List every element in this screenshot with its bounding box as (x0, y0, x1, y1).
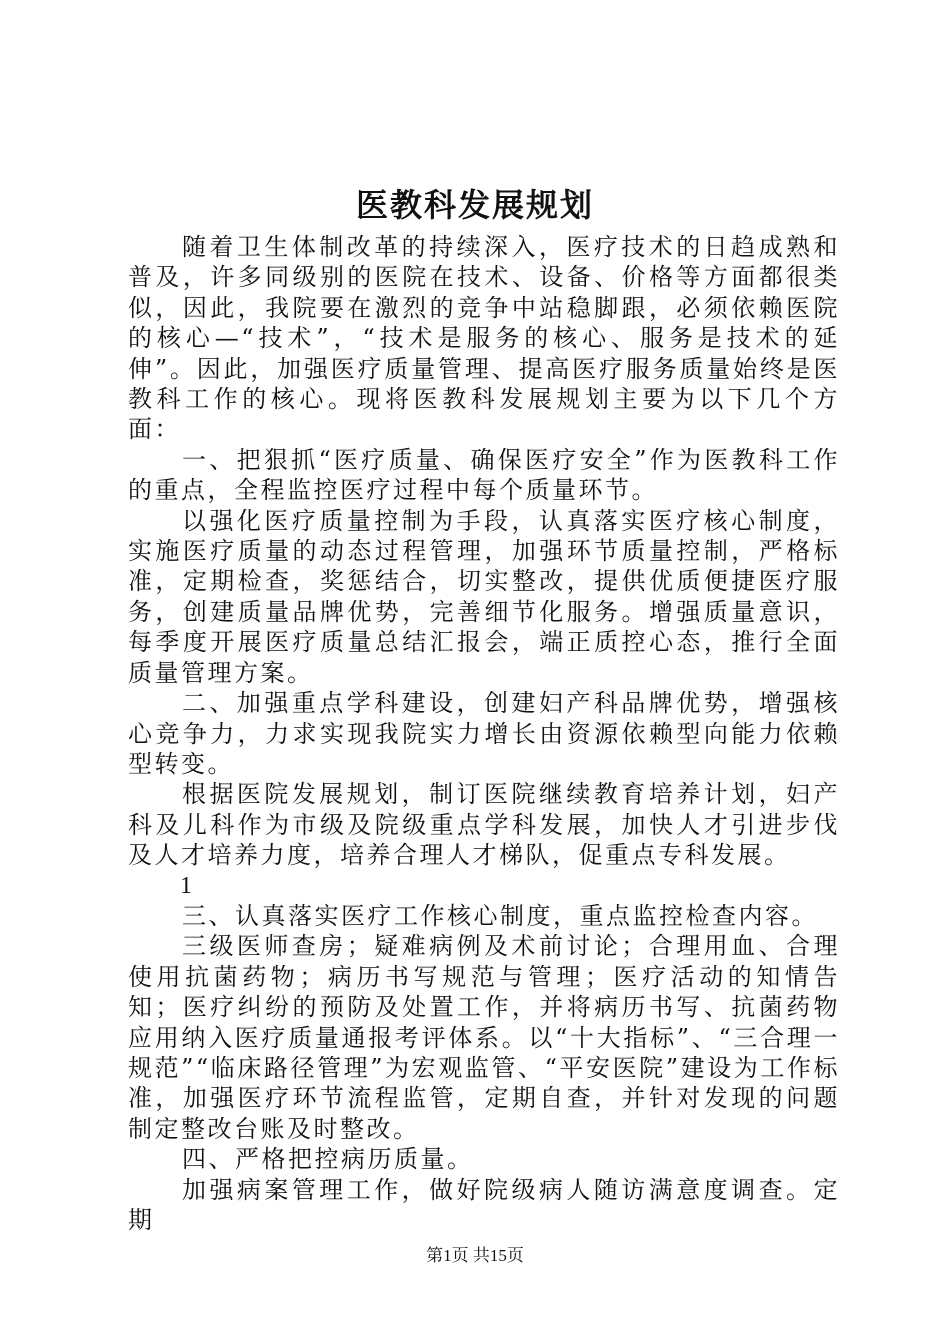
page-footer: 第1页 共15页 (426, 1246, 524, 1265)
paragraph-section-1-heading: 一、把狠抓“医疗质量、确保医疗安全”作为医教科工作的重点，全程监控医疗过程中每个质量环节。 (128, 445, 840, 505)
paragraph-section-4-heading: 四、严格把控病历质量。 (182, 1145, 474, 1174)
paragraph-section-1-body: 以强化医疗质量控制为手段，认真落实医疗核心制度，实施医疗质量的动态过程管理，加强环节质量控制，严格标准，定期检查，奖惩结合，切实整改，提供优质便捷医疗服务，创建质量品牌优势，完善细节化服务。增强质量意识，每季度开展医疗质量总结汇报会，端正质控心态，推行全面质量管理方案。 (128, 506, 840, 687)
paragraph-section-2-heading: 二、加强重点学科建设，创建妇产科品牌优势，增强核心竞争力，力求实现我院实力增长由资源依赖型向能力依赖型转变。 (128, 689, 840, 778)
inline-page-number: 1 (180, 872, 195, 899)
paragraph-section-4-body: 加强病案管理工作，做好院级病人随访满意度调查。定期 (128, 1175, 840, 1234)
document-title: 医教科发展规划 (355, 186, 594, 224)
document-body (128, 232, 840, 1235)
paragraph-section-2-body: 根据医院发展规划，制订医院继续教育培养计划，妇产科及儿科作为市级及院级重点学科发展，加快人才引进步伐及人才培养力度，培养合理人才梯队，促重点专科发展。 (128, 780, 840, 870)
paragraph-section-3-body: 三级医师查房；疑难病例及术前讨论；合理用血、合理使用抗菌药物；病历书写规范与管理；医疗活动的知情告知；医疗纠纷的预防及处置工作，并将病历书写、抗菌药物应用纳入医疗质量通报考评体系。以“十大指标”、“三合理一规范”“临床路径管理”为宏观监管、“平安医院”建设为工作标准，加强医疗环节流程监管，定期自查，并针对发现的问题制定整改台账及时整改。 (128, 932, 840, 1143)
paragraph-section-3-heading: 三、认真落实医疗工作核心制度，重点监控检查内容。 (182, 901, 818, 930)
paragraph-intro: 随着卫生体制改革的持续深入，医疗技术的日趋成熟和普及，许多同级别的医院在技术、设备、价格等方面都很类似，因此，我院要在激烈的竞争中站稳脚跟，必须依赖医院的核心—“技术”，“技术是服务的核心、服务是技术的延伸”。因此，加强医疗质量管理、提高医疗服务质量始终是医教科工作的核心。现将医教科发展规划主要为以下几个方面： (128, 233, 840, 444)
